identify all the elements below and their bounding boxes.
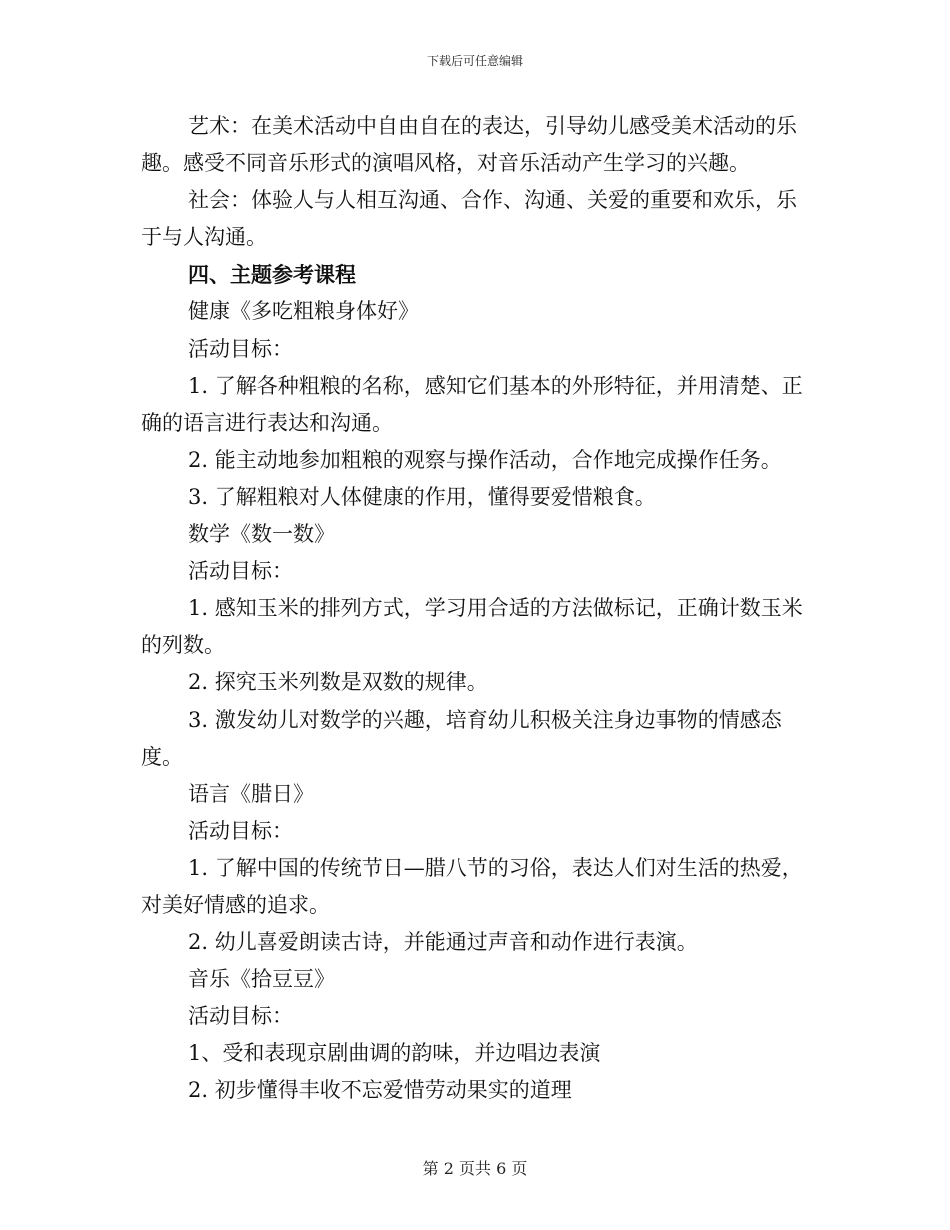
page-header: 下载后可任意编辑 [426, 54, 523, 68]
goal-item: 1. 了解各种粗粮的名称，感知它们基本的外形特征，并用清楚、正确的语言进行表达和沟通。 [141, 373, 803, 435]
goal-item: 1. 感知玉米的排列方式，学习用合适的方法做标记，正确计数玉米的列数。 [141, 596, 803, 658]
course-title-math: 数学《数一数》 [188, 522, 335, 547]
goals-label: 活动目标： [188, 559, 293, 584]
section-heading: 四、主题参考课程 [188, 262, 356, 288]
goal-item: 2. 初步懂得丰收不忘爱惜劳动果实的道理 [188, 1078, 572, 1103]
goal-item: 3. 了解粗粮对人体健康的作用，懂得要爱惜粮食。 [188, 484, 656, 509]
goals-label: 活动目标： [188, 818, 293, 843]
course-title-music: 音乐《拾豆豆》 [188, 967, 335, 992]
goal-item: 1、受和表现京剧曲调的韵味，并边唱边表演 [188, 1041, 601, 1066]
page-footer: 第 2 页共 6 页 [422, 1159, 528, 1178]
course-title-health: 健康《多吃粗粮身体好》 [188, 299, 419, 324]
course-title-language: 语言《腊日》 [188, 781, 314, 806]
goals-label: 活动目标： [188, 1004, 293, 1029]
goal-item: 2. 能主动地参加粗粮的观察与操作活动，合作地完成操作任务。 [188, 447, 782, 472]
goal-item: 2. 探究玉米列数是双数的规律。 [188, 670, 488, 695]
goal-item: 1. 了解中国的传统节日—腊八节的习俗，表达人们对生活的热爱，对美好情感的追求。 [141, 855, 803, 917]
document-body [141, 108, 811, 1110]
goal-item: 2. 幼儿喜爱朗读古诗，并能通过声音和动作进行表演。 [188, 930, 698, 955]
goals-label: 活动目标： [188, 336, 293, 361]
paragraph-society: 社会：体验人与人相互沟通、合作、沟通、关爱的重要和欢乐，乐于与人沟通。 [141, 188, 797, 250]
goal-item: 3. 激发幼儿对数学的兴趣，培育幼儿积极关注身边事物的情感态度。 [141, 707, 782, 769]
paragraph-art: 艺术：在美术活动中自由自在的表达，引导幼儿感受美术活动的乐趣。感受不同音乐形式的演唱风格，对音乐活动产生学习的兴趣。 [141, 114, 797, 176]
